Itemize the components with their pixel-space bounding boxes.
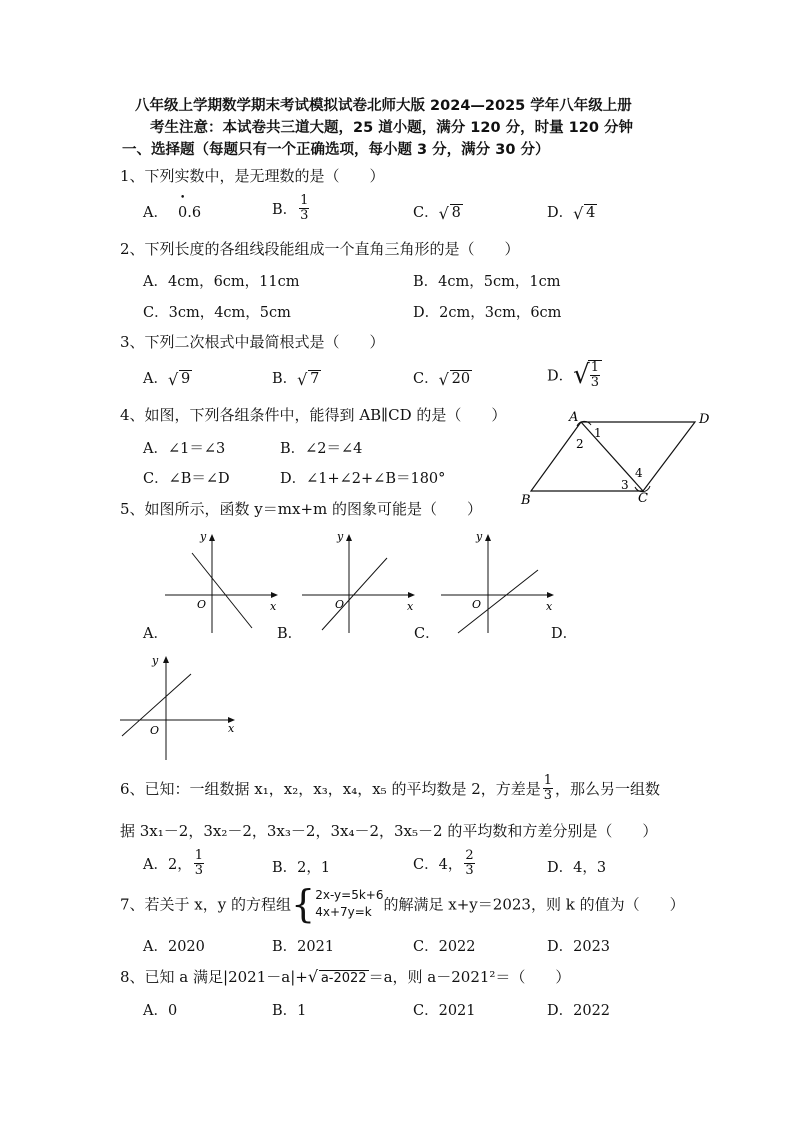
vertex-a-label: A — [569, 410, 579, 425]
svg-text:O: O — [335, 598, 345, 611]
svg-text:x: x — [407, 600, 414, 613]
q2-option-c: C．3cm，4cm，5cm — [143, 305, 291, 321]
q5-option-a: A． — [143, 626, 168, 642]
angle-3-label: 3 — [621, 478, 629, 492]
angle-4-label: 4 — [635, 466, 643, 480]
q7-option-d: D．2023 — [547, 939, 611, 955]
svg-text:y: y — [152, 654, 159, 667]
q7-option-a: A．2020 — [143, 939, 205, 955]
vertex-b-label: B — [521, 493, 531, 505]
svg-text:x: x — [546, 600, 553, 613]
q7-option-c: C．2022 — [413, 939, 476, 955]
q5-option-b: B． — [277, 626, 303, 642]
q5-option-c: C． — [414, 626, 440, 642]
q8-option-a: A．0 — [143, 1003, 178, 1019]
graph-option-a — [160, 528, 285, 638]
graph-option-b — [297, 528, 422, 638]
angle-2-label: 2 — [576, 437, 584, 451]
q6-option-c: C．4， $\frac{2}{3}$ — [413, 848, 474, 878]
svg-text:O: O — [472, 598, 482, 611]
q4-option-d: D．∠1+∠2+∠B＝180° — [280, 471, 446, 487]
question-6-stem-line2: 据 3x₁－2，3x₂－2，3x₃－2，3x₄－2，3x₅－2 的平均数和方差分别是（ ） — [120, 822, 658, 840]
q8-option-d: D．2022 — [547, 1003, 611, 1019]
q6-option-b: B．2，1 — [272, 860, 331, 876]
q3-option-b: B．√ 7 — [272, 367, 321, 388]
section-heading: 一、选择题（每题只有一个正确选项，每小题 3 分，满分 30 分） — [122, 142, 550, 158]
exam-title: 八年级上学期数学期末考试模拟试卷北师大版 2024—2025 学年八年级上册 — [135, 98, 632, 114]
q3-option-c: C．√ 20 — [413, 367, 472, 388]
question-5-stem: 5、如图所示，函数 y＝mx+m 的图象可能是（ ） — [120, 500, 483, 518]
graph-option-c — [436, 528, 561, 638]
q2-option-b: B．4cm，5cm，1cm — [413, 274, 561, 290]
question-3-stem: 3、下列二次根式中最简根式是（ ） — [120, 333, 385, 351]
svg-text:y: y — [337, 530, 344, 543]
q1-option-d: D．√ 4 — [547, 201, 597, 222]
question-7-stem: 7、若关于 x，y 的方程组{ 2x-y=5k+6 4x+7y=k 的解满足 x+y＝2023，则 k 的值为（ ） — [120, 882, 685, 926]
q1-option-a: A． 0.6 • — [143, 201, 201, 222]
question-6-stem-line1: 6、已知：一组数据 x₁，x₂，x₃，x₄，x₅ 的平均数是 2，方差是 $\frac{1}{3}$ ，那么另一组数 — [120, 773, 661, 803]
exam-notice: 考生注意：本试卷共三道大题，25 道小题，满分 120 分，时量 120 分钟 — [150, 120, 633, 136]
q2-option-a: A．4cm，6cm，11cm — [143, 274, 300, 290]
q4-option-a: A．∠1＝∠3 — [143, 441, 226, 457]
vertex-c-label: C — [638, 491, 648, 505]
q1-option-b: B． $\frac{1}{3}$ — [272, 193, 309, 223]
question-4-stem: 4、如图，下列各组条件中，能得到 AB∥CD 的是（ ） — [120, 406, 507, 424]
q7-option-b: B．2021 — [272, 939, 335, 955]
question-1-stem: 1、下列实数中，是无理数的是（ ） — [120, 167, 385, 185]
q8-option-b: B．1 — [272, 1003, 307, 1019]
q2-option-d: D．2cm，3cm，6cm — [413, 305, 562, 321]
q6-option-d: D．4，3 — [547, 860, 607, 876]
svg-text:O: O — [150, 724, 160, 737]
q5-option-d: D． — [551, 626, 578, 642]
vertex-d-label: D — [699, 412, 710, 427]
graph-option-d — [116, 650, 241, 762]
q3-option-a: A．√ 9 — [143, 367, 192, 388]
question-2-stem: 2、下列长度的各组线段能组成一个直角三角形的是（ ） — [120, 240, 520, 258]
svg-text:O: O — [197, 598, 207, 611]
svg-text:y: y — [200, 530, 207, 543]
svg-text:x: x — [270, 600, 277, 613]
q3-option-d: D．√ $\frac{1}{3}$ — [547, 360, 604, 390]
q1-option-c: C．√ 8 — [413, 201, 463, 222]
parallelogram-figure — [515, 405, 715, 505]
svg-text:y: y — [476, 530, 483, 543]
svg-text:x: x — [228, 722, 235, 735]
q6-option-a: A．2， $\frac{1}{3}$ — [143, 848, 203, 878]
angle-1-label: 1 — [594, 426, 602, 440]
q4-option-c: C．∠B＝∠D — [143, 471, 230, 487]
q8-option-c: C．2021 — [413, 1003, 476, 1019]
q4-option-b: B．∠2＝∠4 — [280, 441, 363, 457]
question-8-stem: 8、已知 a 满足|2021－a|+√ a-2022 ＝a，则 a－2021²＝（ ） — [120, 966, 570, 987]
